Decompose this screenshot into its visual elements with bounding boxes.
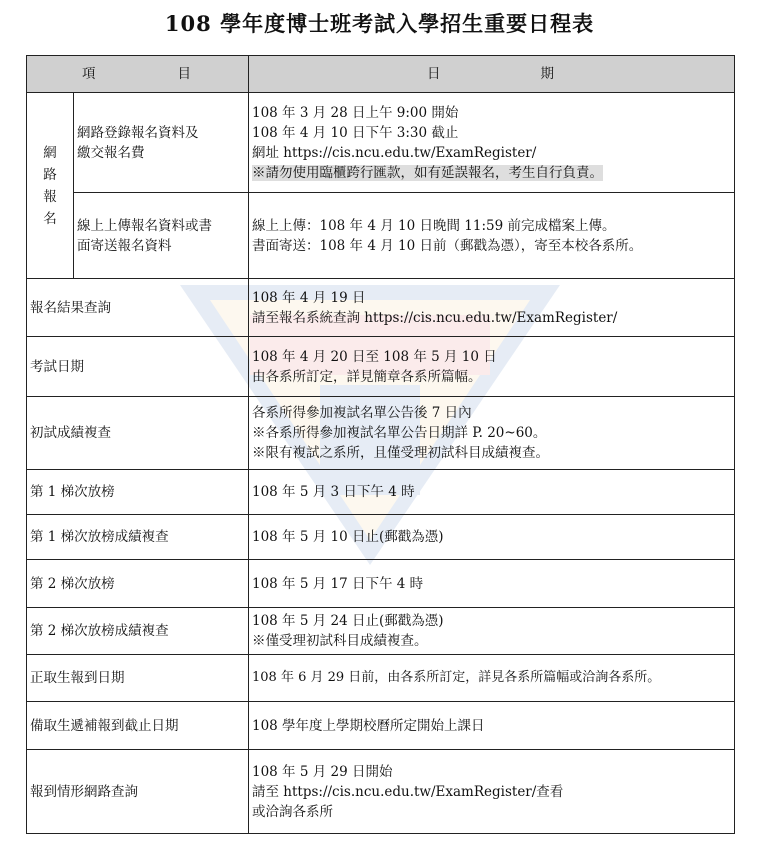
warning-note: ※請勿使用臨櫃跨行匯款，如有延誤報名，考生自行負責。 xyxy=(252,164,603,181)
header-item: 項 目 xyxy=(27,56,249,93)
item-cell: 第 2 梯次放榜 xyxy=(27,560,249,608)
date-cell: 108 年 6 月 29 日前，由各系所訂定，詳見各系所篇幅或洽詢各系所。 xyxy=(249,655,735,702)
page-title: 108 學年度博士班考試入學招生重要日程表 xyxy=(164,11,595,36)
date-cell: 108 年 3 月 28 日上午 9:00 開始 108 年 4 月 10 日下午 3:30 截止 網址 https://cis.ncu.edu.tw/ExamRegister/ ※請勿使用臨櫃跨行匯款，如有延誤報名，考生自行負責。 xyxy=(249,93,735,193)
table-row xyxy=(27,279,735,337)
item-cell: 第 1 梯次放榜成績複查 xyxy=(27,515,249,560)
date-cell: 108 年 5 月 3 日下午 4 時 xyxy=(249,470,735,515)
date-cell: 108 年 5 月 17 日下午 4 時 xyxy=(249,560,735,608)
table-row xyxy=(27,750,735,834)
table-row xyxy=(27,702,735,750)
item-cell: 線上上傳報名資料或書 面寄送報名資料 xyxy=(74,193,249,279)
table-row xyxy=(27,470,735,515)
date-cell: 108 年 5 月 24 日止(郵戳為憑) ※僅受理初試科目成績複查。 xyxy=(249,608,735,655)
schedule-table xyxy=(26,55,735,834)
header-date: 日 期 xyxy=(249,56,735,93)
date-cell: 108 學年度上學期校曆所定開始上課日 xyxy=(249,702,735,750)
table-row xyxy=(27,193,735,279)
group-label-online-registration: 網 路 報 名 xyxy=(27,93,74,279)
date-cell: 108 年 5 月 29 日開始 請至 https://cis.ncu.edu.tw/ExamRegister/查看 或洽詢各系所 xyxy=(249,750,735,834)
item-cell: 網路登錄報名資料及 繳交報名費 xyxy=(74,93,249,193)
date-cell: 108 年 4 月 19 日 請至報名系統查詢 https://cis.ncu.edu.tw/ExamRegister/ xyxy=(249,279,735,337)
table-row xyxy=(27,515,735,560)
date-cell: 108 年 5 月 10 日止(郵戳為憑) xyxy=(249,515,735,560)
table-row xyxy=(27,337,735,397)
date-cell: 108 年 4 月 20 日至 108 年 5 月 10 日 由各系所訂定，詳見簡章各系所篇幅。 xyxy=(249,337,735,397)
date-cell: 線上上傳：108 年 4 月 10 日晚間 11:59 前完成檔案上傳。 書面寄送：108 年 4 月 10 日前（郵戳為憑），寄至本校各系所。 xyxy=(249,193,735,279)
item-cell: 第 1 梯次放榜 xyxy=(27,470,249,515)
item-cell: 第 2 梯次放榜成績複查 xyxy=(27,608,249,655)
table-row xyxy=(27,93,735,193)
item-cell: 備取生遞補報到截止日期 xyxy=(27,702,249,750)
item-cell: 考試日期 xyxy=(27,337,249,397)
table-header-row xyxy=(27,56,735,93)
date-cell: 各系所得參加複試名單公告後 7 日內 ※各系所得參加複試名單公告日期詳 P. 20~60。 ※限有複試之系所，且僅受理初試科目成績複查。 xyxy=(249,397,735,470)
table-row xyxy=(27,397,735,470)
table-row xyxy=(27,608,735,655)
item-cell: 報到情形網路查詢 xyxy=(27,750,249,834)
table-row xyxy=(27,655,735,702)
table-row xyxy=(27,560,735,608)
item-cell: 初試成績複查 xyxy=(27,397,249,470)
item-cell: 報名結果查詢 xyxy=(27,279,249,337)
item-cell: 正取生報到日期 xyxy=(27,655,249,702)
